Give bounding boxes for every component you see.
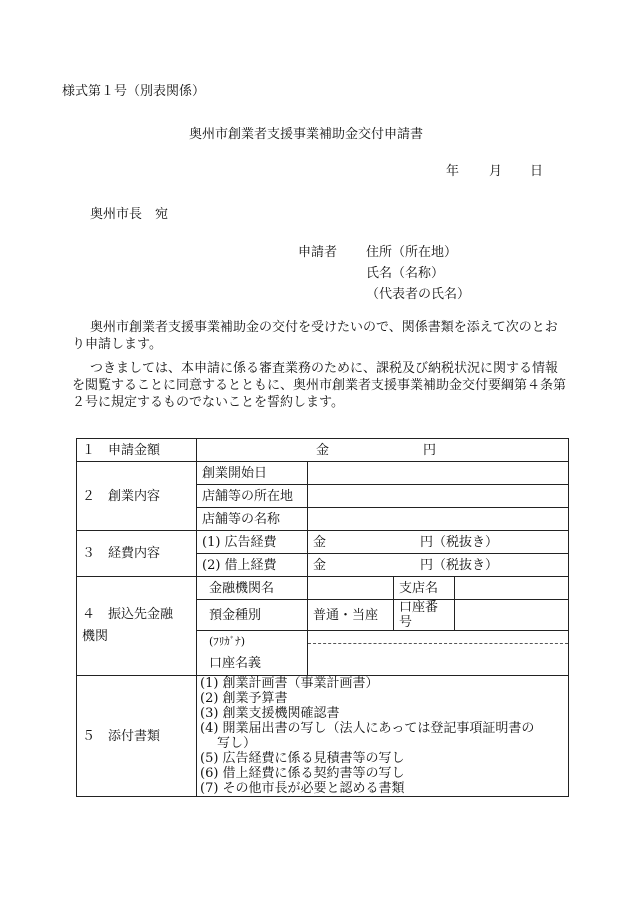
store-location-field[interactable] [308,485,569,508]
attachment-item-continued: 写し） [217,736,257,751]
expense-content-label: ３ 経費内容 [77,531,197,577]
account-number-field[interactable] [455,600,569,631]
account-holder-field[interactable] [308,631,569,676]
advertising-expense-field[interactable] [308,531,569,554]
bank-transfer-label [77,577,197,676]
application-amount-field[interactable] [197,439,569,462]
bank-name-field[interactable] [308,577,394,600]
date-month-label: 月 [489,164,503,179]
addressee: 奥州市長 宛 [90,207,169,222]
account-holder-label-cell [197,631,308,676]
rental-expense-field[interactable] [308,554,569,577]
store-name-field[interactable] [308,508,569,531]
deposit-type-label: 預金種別 [197,600,308,631]
amount-kin-label: 金 [316,442,330,458]
applicant-address-label: 住所（所在地） [366,245,458,260]
body-paragraph-1: 奥州市創業者支援事業補助金の交付を受けたいので、関係書類を添えて次のとおり申請します。 [72,320,558,352]
amount-yen-label: 円 [423,442,437,458]
rental-expense-label: (2) 借上経費 [197,554,308,577]
body-paragraph-2: つきましては、本申請に係る審査業務のために、課税及び納税状況に関する情報を閲覧することに同意するとともに、奥州市創業者支援事業補助金交付要綱第４条第２号に規定するものでないことを誓約します。 [72,361,567,410]
date-year-label: 年 [446,164,460,179]
application-table [76,438,569,797]
document-title: 奥州市創業者支援事業補助金交付申請書 [189,127,424,142]
rental-yen-label: 円（税抜き） [420,557,499,573]
branch-name-label: 支店名 [394,577,455,600]
advertising-kin-label: 金 [313,534,327,550]
applicant-representative-label: （代表者の氏名） [366,287,471,302]
advertising-expense-label: (1) 広告経費 [197,531,308,554]
store-name-label: 店舗等の名称 [197,508,308,531]
attachment-item: (6) 借上経費に係る契約書等の写し [200,766,405,781]
bank-name-label: 金融機関名 [197,577,308,600]
store-location-label: 店舗等の所在地 [197,485,308,508]
applicant-label: 申請者 [298,245,338,260]
deposit-type-options[interactable]: 普通・当座 [308,600,394,631]
attachments-list [197,676,569,797]
attachment-item: (3) 創業支援機関確認書 [200,706,340,721]
attachment-item: (5) 広告経費に係る見積書等の写し [200,751,405,766]
form-number: 様式第１号（別表関係） [62,84,206,99]
date-day-label: 日 [530,164,544,179]
rental-kin-label: 金 [313,557,327,573]
row-attachments [77,676,569,797]
row-expense-advertising [77,531,569,554]
applicant-name-label: 氏名（名称） [366,266,445,281]
row-bank-name [77,577,569,600]
furigana-dotted-line [308,643,568,644]
business-start-date-field[interactable] [308,462,569,485]
bank-transfer-label-line2: 機関 [82,629,109,644]
business-start-date-label: 創業開始日 [197,462,308,485]
row-business-content [77,462,569,485]
business-content-label: ２ 創業内容 [77,462,197,531]
attachment-item: (1) 創業計画書（事業計画書） [200,676,379,691]
attachment-item: (7) その他市長が必要と認める書類 [200,781,405,796]
application-amount-label: １ 申請金額 [77,439,197,462]
furigana-label: (ﾌﾘｶﾞﾅ) [209,635,246,648]
attachment-item: (2) 創業予算書 [200,691,288,706]
account-holder-label: 口座名義 [209,656,262,671]
attachments-label: ５ 添付書類 [77,676,197,797]
branch-name-field[interactable] [455,577,569,600]
row-application-amount [77,439,569,462]
advertising-yen-label: 円（税抜き） [420,534,499,550]
bank-transfer-label-line1: ４ 振込先金融 [82,607,174,622]
attachment-item: (4) 開業届出書の写し（法人にあっては登記事項証明書の [200,721,535,736]
account-number-label: 口座番号 [394,600,455,631]
